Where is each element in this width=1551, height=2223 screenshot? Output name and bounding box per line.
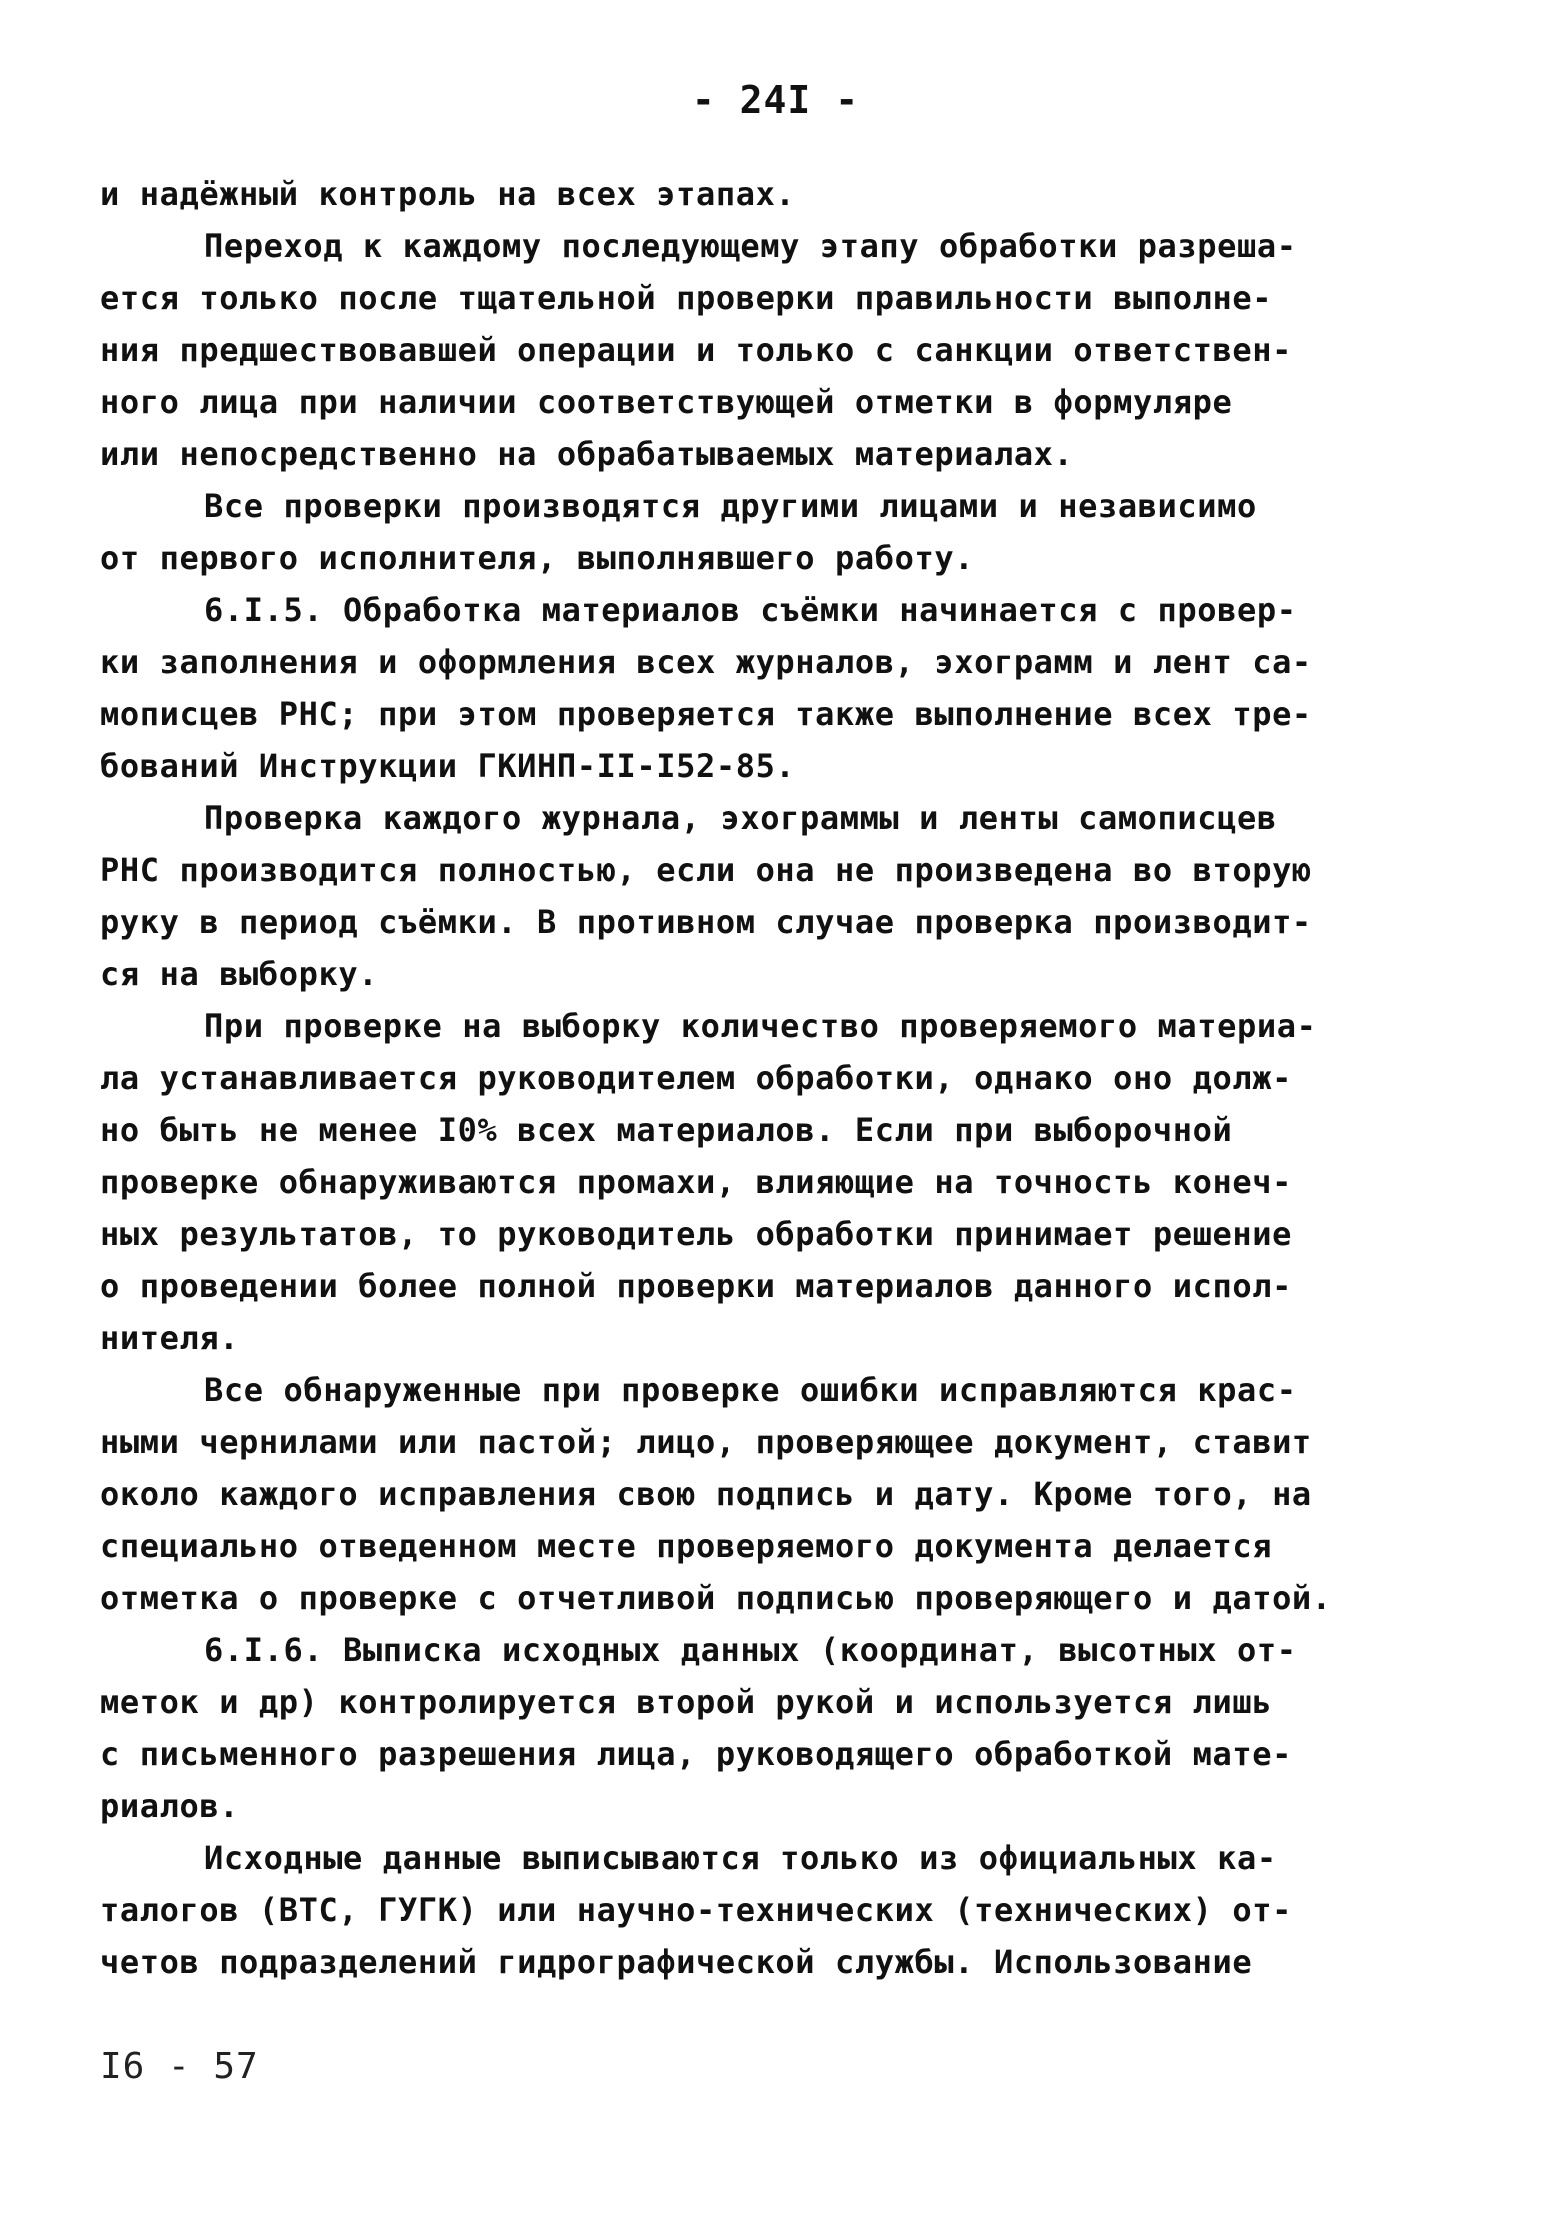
text-line: ния предшествовавшей операции и только с санкции ответствен- bbox=[100, 331, 1292, 369]
body-text bbox=[100, 168, 1400, 1988]
text-line: 6.I.6. Выписка исходных данных (координат, высотных от- bbox=[204, 1631, 1297, 1669]
text-line: ных результатов, то руководитель обработки принимает решение bbox=[100, 1215, 1292, 1253]
text-line: бований Инструкции ГКИНП-II-I52-85. bbox=[100, 747, 796, 785]
text-line: с письменного разрешения лица, руководящего обработкой мате- bbox=[100, 1735, 1292, 1773]
text-line: меток и др) контролируется второй рукой и используется лишь bbox=[100, 1683, 1273, 1721]
text-line: около каждого исправления свою подпись и дату. Кроме того, на bbox=[100, 1475, 1312, 1513]
text-line: ного лица при наличии соответствующей отметки в формуляре bbox=[100, 383, 1233, 421]
text-line: РНС производится полностью, если она не произведена во вторую bbox=[100, 851, 1312, 889]
sheet-number: I6 - 57 bbox=[100, 2046, 259, 2087]
text-line: талогов (ВТС, ГУГК) или научно-технических (технических) от- bbox=[100, 1891, 1292, 1929]
text-line: 6.I.5. Обработка материалов съёмки начинается с провер- bbox=[204, 591, 1297, 629]
text-line: но быть не менее I0% всех материалов. Если при выборочной bbox=[100, 1111, 1233, 1149]
text-line: ными чернилами или пастой; лицо, проверяющее документ, ставит bbox=[100, 1423, 1312, 1461]
text-line: руку в период съёмки. В противном случае проверка производит- bbox=[100, 903, 1312, 941]
text-line: ла устанавливается руководителем обработки, однако оно долж- bbox=[100, 1059, 1292, 1097]
text-line: проверке обнаруживаются промахи, влияющие на точность конеч- bbox=[100, 1163, 1292, 1201]
page-number: - 24I - bbox=[691, 78, 860, 122]
text-line: Проверка каждого журнала, эхограммы и ленты самописцев bbox=[204, 799, 1277, 837]
text-line: Все проверки производятся другими лицами и независимо bbox=[204, 487, 1257, 525]
text-line: риалов. bbox=[100, 1787, 240, 1825]
text-line: о проведении более полной проверки материалов данного испол- bbox=[100, 1267, 1292, 1305]
text-line: отметка о проверке с отчетливой подписью проверяющего и датой. bbox=[100, 1579, 1332, 1617]
text-line: ки заполнения и оформления всех журналов, эхограмм и лент са- bbox=[100, 643, 1312, 681]
text-line: При проверке на выборку количество проверяемого материа- bbox=[204, 1007, 1317, 1045]
text-line: Все обнаруженные при проверке ошибки исправляются крас- bbox=[204, 1371, 1297, 1409]
text-line: и надёжный контроль на всех этапах. bbox=[100, 175, 796, 213]
text-line: ется только после тщательной проверки правильности выполне- bbox=[100, 279, 1273, 317]
text-line: мописцев РНС; при этом проверяется также выполнение всех тре- bbox=[100, 695, 1312, 733]
text-line: ся на выборку. bbox=[100, 955, 379, 993]
text-line: нителя. bbox=[100, 1319, 240, 1357]
text-line: Исходные данные выписываются только из официальных ка- bbox=[204, 1839, 1277, 1877]
text-line: специально отведенном месте проверяемого документа делается bbox=[100, 1527, 1273, 1565]
text-line: четов подразделений гидрографической службы. Использование bbox=[100, 1943, 1253, 1981]
text-line: от первого исполнителя, выполнявшего работу. bbox=[100, 539, 975, 577]
text-line: Переход к каждому последующему этапу обработки разреша- bbox=[204, 227, 1297, 265]
text-line: или непосредственно на обрабатываемых материалах. bbox=[100, 435, 1074, 473]
